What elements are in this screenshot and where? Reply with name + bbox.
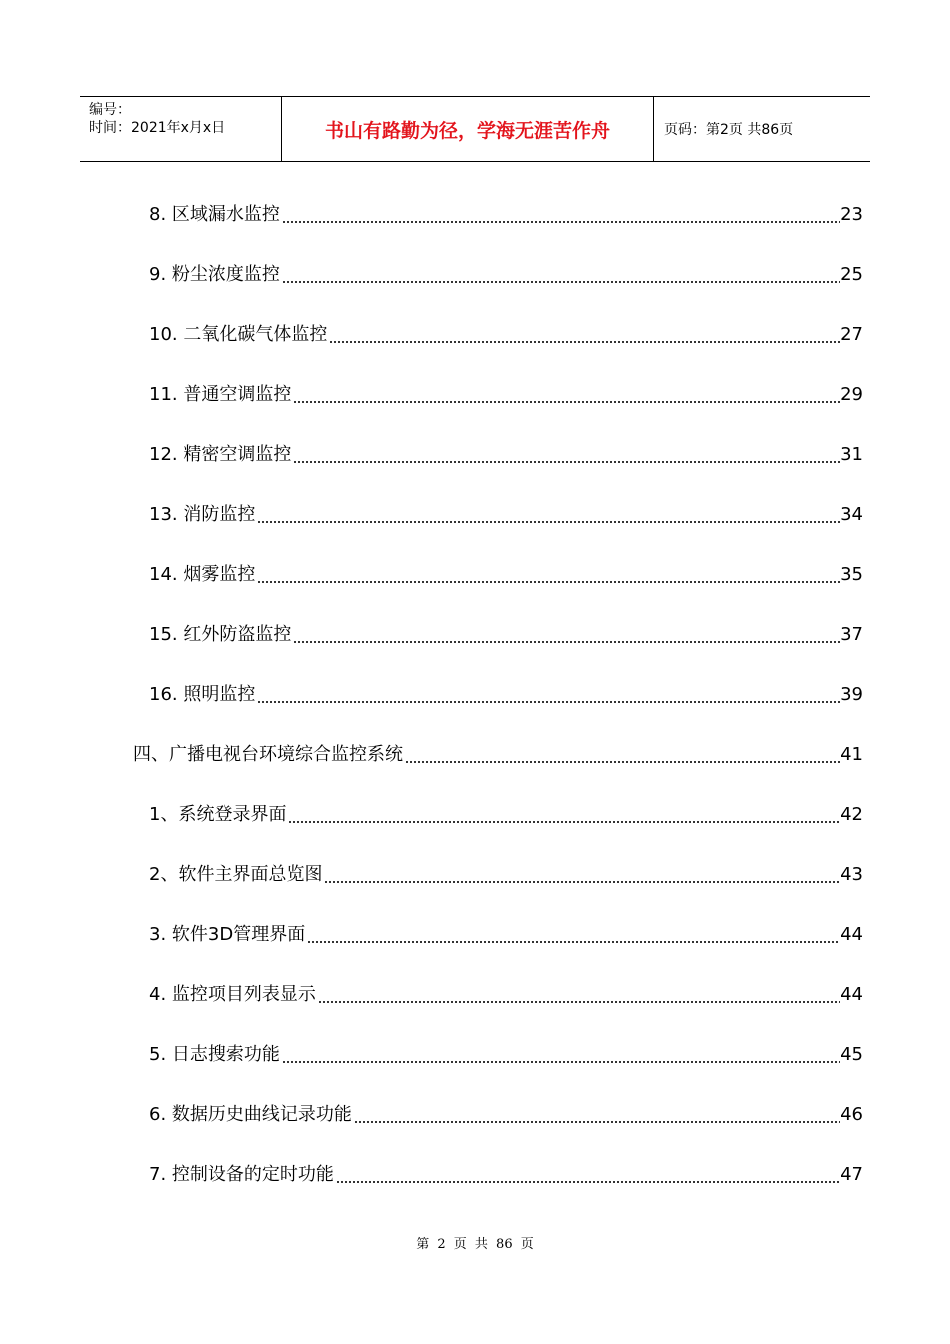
document-number-label: 编号： xyxy=(89,102,131,118)
toc-entry-page: 45 xyxy=(840,1044,863,1065)
toc-entry-title: 10. 二氧化碳气体监控 xyxy=(149,322,327,348)
toc-entry-page: 35 xyxy=(840,564,863,585)
header-motto: 书山有路勤为径，学海无涯苦作舟 xyxy=(324,120,610,142)
toc-entry-title: 8. 区域漏水监控 xyxy=(149,202,280,228)
toc-entry-page: 25 xyxy=(840,264,863,285)
toc-entry-page: 37 xyxy=(840,624,863,645)
toc-entry[interactable] xyxy=(0,802,950,828)
toc-entry[interactable] xyxy=(0,202,950,228)
toc-leader-dots xyxy=(282,1061,840,1063)
toc-leader-dots xyxy=(282,281,840,283)
toc-entry-page: 27 xyxy=(840,324,863,345)
toc-entry[interactable] xyxy=(0,1162,950,1188)
toc-entry[interactable] xyxy=(0,742,950,768)
toc-entry-page: 42 xyxy=(840,804,863,825)
toc-entry-page: 44 xyxy=(840,984,863,1005)
toc-entry-page: 44 xyxy=(840,924,863,945)
toc-chapter-title: 四、广播电视台环境综合监控系统 xyxy=(133,742,403,768)
header-meta-cell xyxy=(80,97,282,161)
toc-entry-page: 34 xyxy=(840,504,863,525)
toc-entry-title: 6. 数据历史曲线记录功能 xyxy=(149,1102,352,1128)
toc-leader-dots xyxy=(293,401,840,403)
toc-entry-title: 11. 普通空调监控 xyxy=(149,382,291,408)
page-header xyxy=(80,96,870,162)
header-page-info: 页码：第2页 共86页 xyxy=(664,122,794,138)
toc-entry-page: 43 xyxy=(840,864,863,885)
toc-entry[interactable] xyxy=(0,322,950,348)
toc-entry-title: 15. 红外防盗监控 xyxy=(149,622,291,648)
toc-entry-title: 1、系统登录界面 xyxy=(149,802,286,828)
toc-entry[interactable] xyxy=(0,862,950,888)
toc-leader-dots xyxy=(257,701,840,703)
toc-entry[interactable] xyxy=(0,382,950,408)
toc-entry-page: 29 xyxy=(840,384,863,405)
toc-entry[interactable] xyxy=(0,982,950,1008)
toc-leader-dots xyxy=(257,521,840,523)
toc-leader-dots xyxy=(336,1181,840,1183)
toc-entry-title: 16. 照明监控 xyxy=(149,682,255,708)
toc-entry-title: 7. 控制设备的定时功能 xyxy=(149,1162,334,1188)
toc-leader-dots xyxy=(282,221,840,223)
toc-leader-dots xyxy=(293,461,840,463)
toc-leader-dots xyxy=(293,641,840,643)
toc-leader-dots xyxy=(354,1121,840,1123)
header-page-cell xyxy=(654,97,870,161)
toc-entry[interactable] xyxy=(0,262,950,288)
toc-entry-title: 2、软件主界面总览图 xyxy=(149,862,322,888)
header-motto-cell xyxy=(282,97,654,161)
toc-entry[interactable] xyxy=(0,442,950,468)
toc-entry-title: 13. 消防监控 xyxy=(149,502,255,528)
toc-entry-page: 31 xyxy=(840,444,863,465)
toc-leader-dots xyxy=(405,761,840,763)
toc-entry-title: 12. 精密空调监控 xyxy=(149,442,291,468)
toc-entry[interactable] xyxy=(0,502,950,528)
page-footer: 第 2 页 共 86 页 xyxy=(416,1237,534,1252)
toc-entry-page: 47 xyxy=(840,1164,863,1185)
toc-leader-dots xyxy=(288,821,840,823)
toc-entry-title: 5. 日志搜索功能 xyxy=(149,1042,280,1068)
toc-entry[interactable] xyxy=(0,562,950,588)
toc-leader-dots xyxy=(307,941,840,943)
toc-entry[interactable] xyxy=(0,682,950,708)
toc-entry-title: 4. 监控项目列表显示 xyxy=(149,982,316,1008)
toc-entry-page: 23 xyxy=(840,204,863,225)
toc-entry-page: 41 xyxy=(840,744,863,765)
toc-entry-page: 39 xyxy=(840,684,863,705)
toc-leader-dots xyxy=(329,341,840,343)
toc-leader-dots xyxy=(324,881,840,883)
toc-entry-title: 14. 烟雾监控 xyxy=(149,562,255,588)
toc-entry-title: 3. 软件3D管理界面 xyxy=(149,922,305,948)
toc-entry[interactable] xyxy=(0,1102,950,1128)
toc-entry[interactable] xyxy=(0,1042,950,1068)
toc-entry[interactable] xyxy=(0,922,950,948)
toc-leader-dots xyxy=(318,1001,840,1003)
toc-entry-title: 9. 粉尘浓度监控 xyxy=(149,262,280,288)
toc-entry[interactable] xyxy=(0,622,950,648)
toc-leader-dots xyxy=(257,581,840,583)
toc-entry-page: 46 xyxy=(840,1104,863,1125)
document-time-label: 时间：2021年x月x日 xyxy=(89,120,226,136)
